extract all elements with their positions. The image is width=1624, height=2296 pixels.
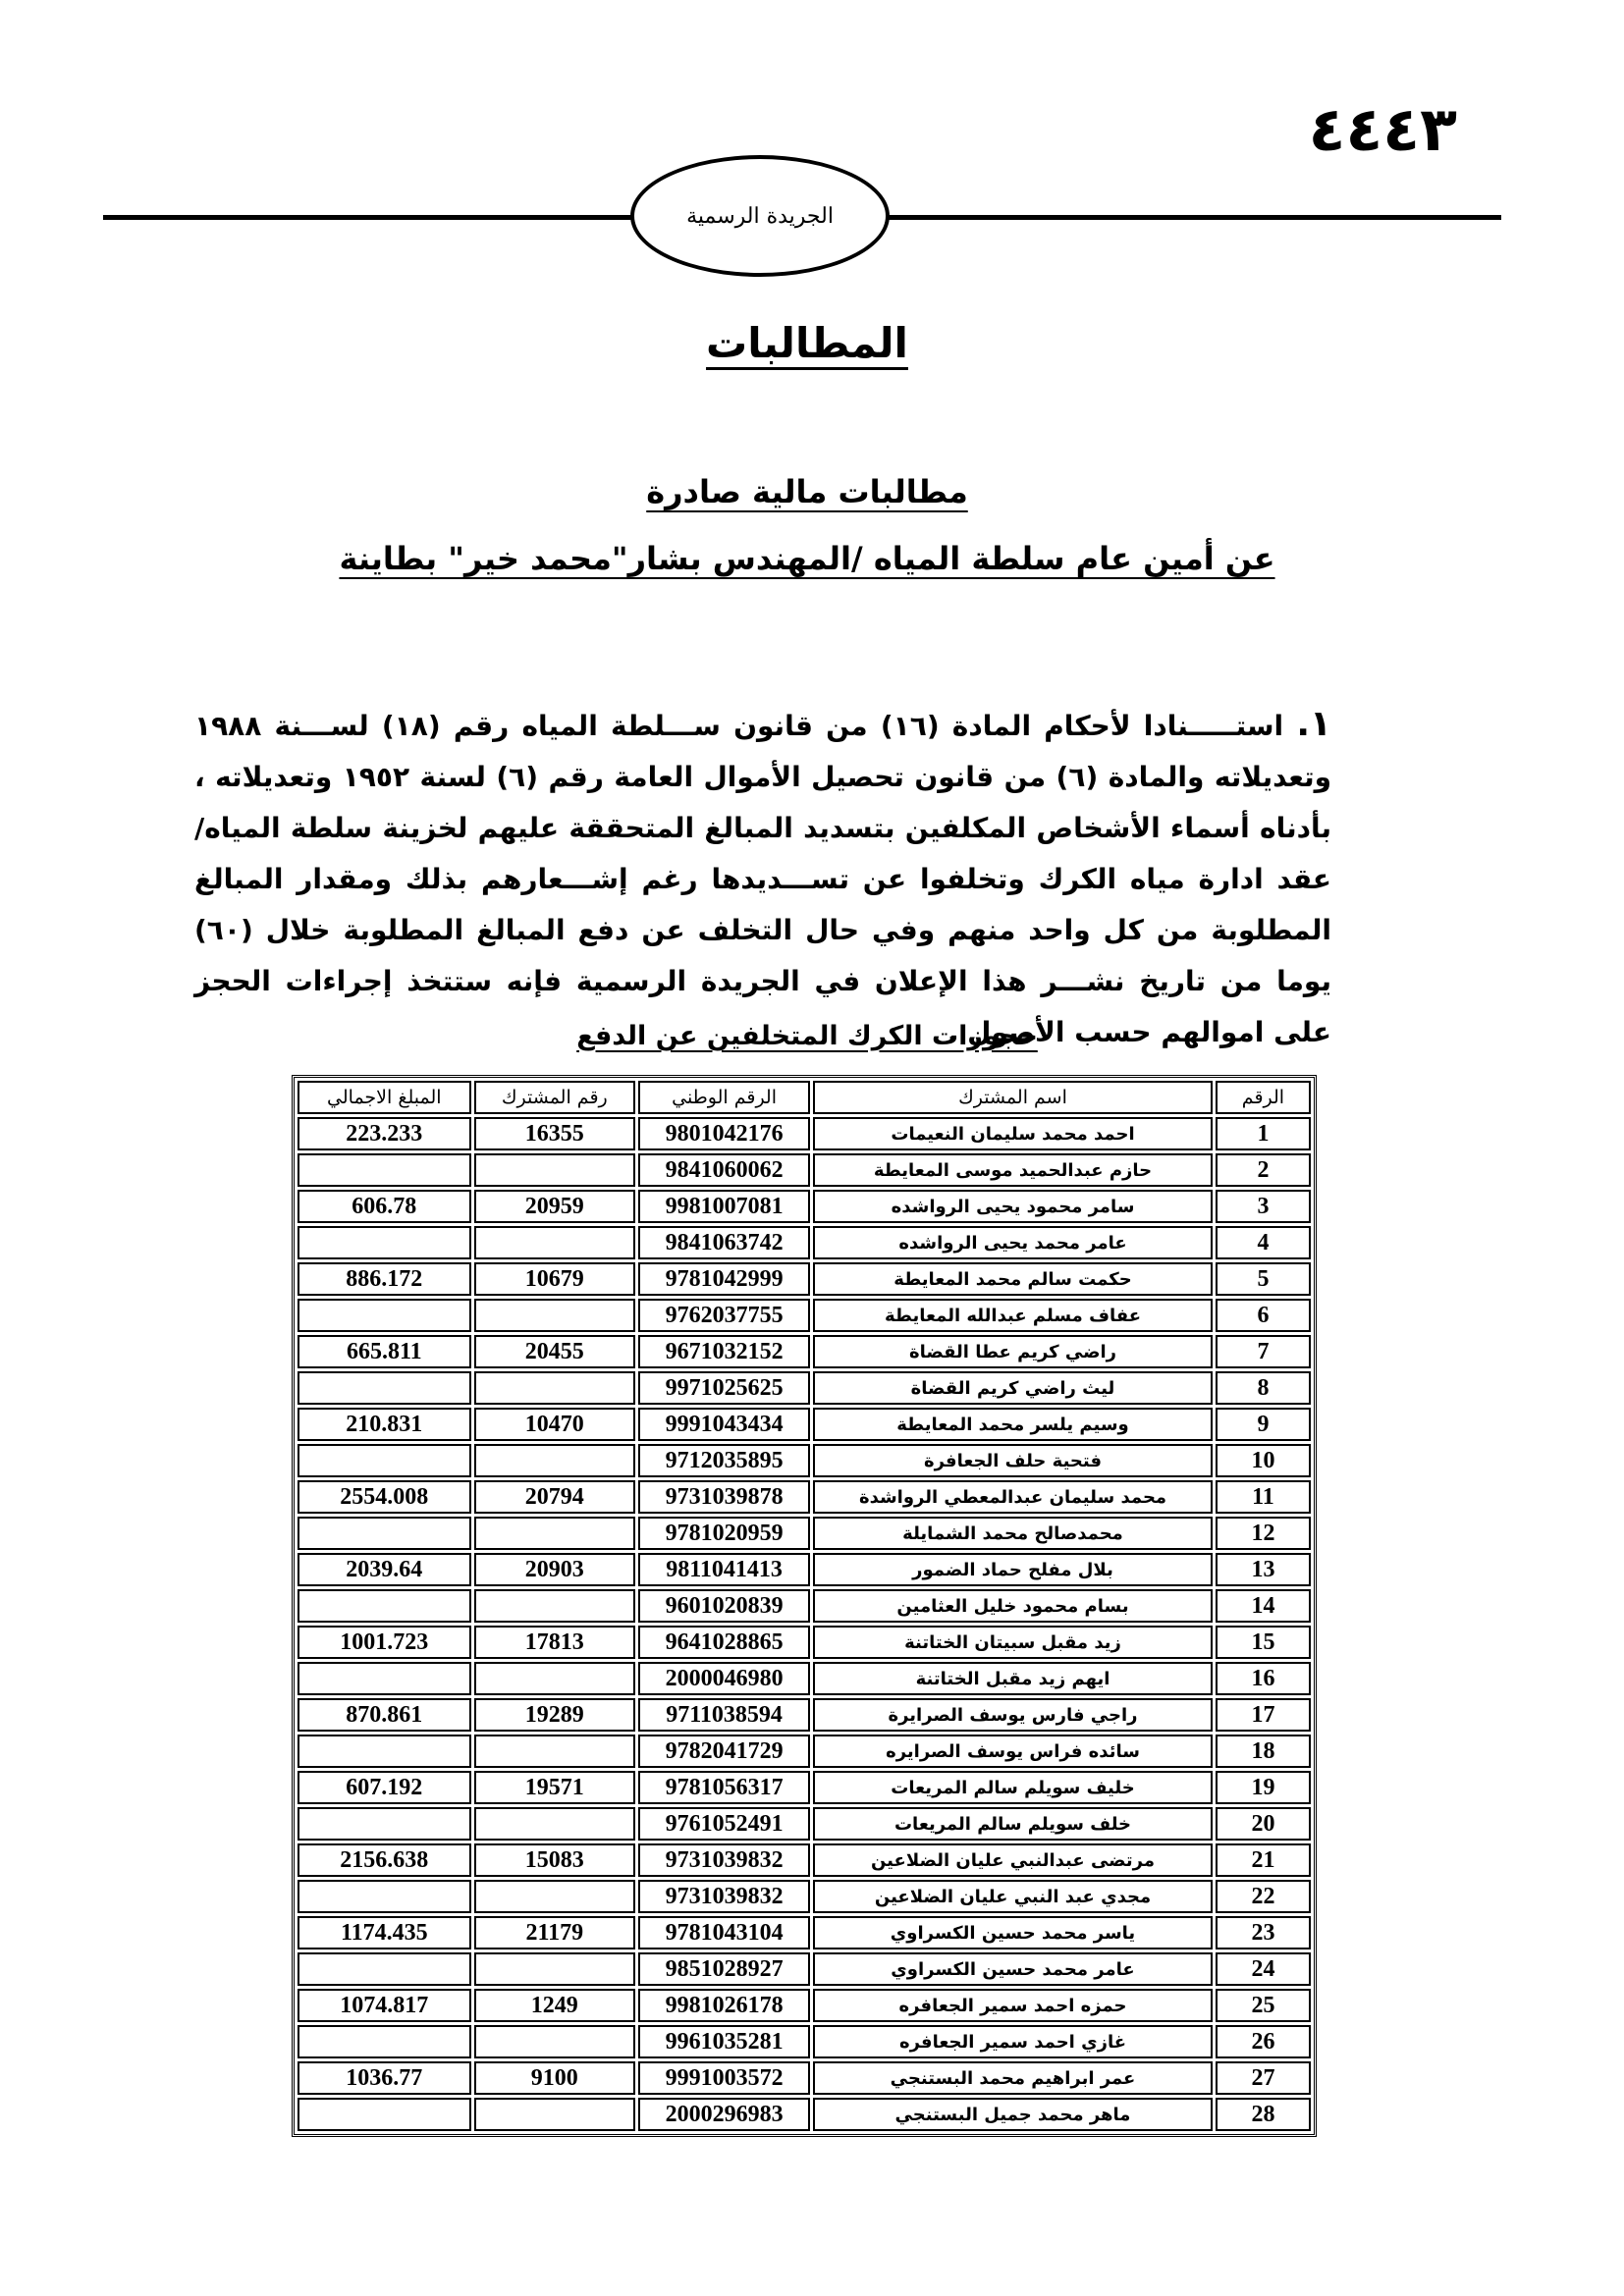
- row-number: 16: [1216, 1662, 1311, 1695]
- subscriber-number: [474, 1153, 635, 1187]
- row-number: 19: [1216, 1771, 1311, 1804]
- national-id: 9601020839: [638, 1589, 810, 1623]
- total-amount: [298, 1371, 471, 1405]
- page-number: ٤٤٤٣: [1308, 93, 1457, 165]
- total-amount: 1174.435: [298, 1916, 471, 1949]
- subscriber-number: 20455: [474, 1335, 635, 1368]
- subscriber-number: 16355: [474, 1117, 635, 1150]
- subscriber-name: ماهر محمد جميل البستنجي: [813, 2098, 1213, 2131]
- table-row: [298, 1662, 1311, 1695]
- table-title-text: حجوزات الكرك المتخلفين عن الدفع: [576, 1021, 1038, 1051]
- total-amount: 2554.008: [298, 1480, 471, 1514]
- row-number: 3: [1216, 1190, 1311, 1223]
- total-amount: [298, 1153, 471, 1187]
- table-header-row: [298, 1081, 1311, 1114]
- row-number: 17: [1216, 1698, 1311, 1732]
- table-row: [298, 1698, 1311, 1732]
- total-amount: [298, 1735, 471, 1768]
- gazette-label: الجريدة الرسمية: [686, 203, 834, 229]
- total-amount: [298, 1952, 471, 1986]
- subscriber-number: 20794: [474, 1480, 635, 1514]
- national-id: 9762037755: [638, 1299, 810, 1332]
- row-number: 11: [1216, 1480, 1311, 1514]
- table-row: [298, 1771, 1311, 1804]
- subscriber-name: مجدي عبد النبي عليان الضلاعين: [813, 1880, 1213, 1913]
- subscriber-number: [474, 1589, 635, 1623]
- table-row: [298, 1117, 1311, 1150]
- subscriber-number: [474, 1444, 635, 1477]
- row-number: 7: [1216, 1335, 1311, 1368]
- national-id: 9781020959: [638, 1517, 810, 1550]
- claim-title-text: مطالبات مالية صادرة: [646, 473, 968, 510]
- subscriber-name: بسام محمود خليل العثامين: [813, 1589, 1213, 1623]
- claim-issuer-text: عن أمين عام سلطة المياه /المهندس بشار"محمد خير" بطاينة: [339, 540, 1275, 577]
- total-amount: [298, 1807, 471, 1841]
- national-id: 9981026178: [638, 1989, 810, 2022]
- national-id: 9811041413: [638, 1553, 810, 1586]
- subscriber-name: فتحية حلف الجعافرة: [813, 1444, 1213, 1477]
- subscriber-number: 19571: [474, 1771, 635, 1804]
- national-id: 9981007081: [638, 1190, 810, 1223]
- claim-paragraph: [194, 699, 1331, 1058]
- total-amount: 606.78: [298, 1190, 471, 1223]
- subscriber-number: [474, 1662, 635, 1695]
- subscriber-number: [474, 1807, 635, 1841]
- table-row: [298, 1226, 1311, 1259]
- subscriber-name: محمد سليمان عبدالمعطي الرواشدة: [813, 1480, 1213, 1514]
- total-amount: 2156.638: [298, 1843, 471, 1877]
- national-id: 9851028927: [638, 1952, 810, 1986]
- national-id: 9991043434: [638, 1408, 810, 1441]
- table-row: [298, 1735, 1311, 1768]
- subscriber-name: حكمت سالم محمد المعايطة: [813, 1262, 1213, 1296]
- national-id: 9971025625: [638, 1371, 810, 1405]
- row-number: 28: [1216, 2098, 1311, 2131]
- subscriber-name: راجي فارس يوسف الصرايرة: [813, 1698, 1213, 1732]
- row-number: 8: [1216, 1371, 1311, 1405]
- subscriber-number: [474, 1880, 635, 1913]
- subscriber-name: عامر محمد يحيى الرواشده: [813, 1226, 1213, 1259]
- subscriber-number: 10470: [474, 1408, 635, 1441]
- row-number: 10: [1216, 1444, 1311, 1477]
- national-id: 9731039832: [638, 1843, 810, 1877]
- subscriber-number: 1249: [474, 1989, 635, 2022]
- table-row: [298, 2098, 1311, 2131]
- claim-title: [0, 473, 1614, 510]
- total-amount: [298, 1444, 471, 1477]
- total-amount: 2039.64: [298, 1553, 471, 1586]
- subscriber-name: عمر ابراهيم محمد البستنجي: [813, 2061, 1213, 2095]
- subscriber-number: 20959: [474, 1190, 635, 1223]
- table-row: [298, 1444, 1311, 1477]
- subscriber-number: [474, 1952, 635, 1986]
- header-subscriber-number: رقم المشترك: [474, 1081, 635, 1114]
- subscriber-name: حازم عبدالحميد موسى المعايطة: [813, 1153, 1213, 1187]
- subscriber-name: مرتضى عبدالنبي عليان الضلاعين: [813, 1843, 1213, 1877]
- item-number: ١.: [1296, 704, 1331, 744]
- national-id: 9801042176: [638, 1117, 810, 1150]
- total-amount: [298, 1299, 471, 1332]
- subscriber-number: [474, 1735, 635, 1768]
- subscriber-name: زيد مقبل سبيتان الختاتنة: [813, 1626, 1213, 1659]
- national-id: 9781056317: [638, 1771, 810, 1804]
- subscriber-number: 21179: [474, 1916, 635, 1949]
- national-id: 9841060062: [638, 1153, 810, 1187]
- table-row: [298, 1989, 1311, 2022]
- subscriber-name: خلف سويلم سالم المريعات: [813, 1807, 1213, 1841]
- total-amount: 1074.817: [298, 1989, 471, 2022]
- national-id: 9712035895: [638, 1444, 810, 1477]
- table-row: [298, 1190, 1311, 1223]
- table-row: [298, 1626, 1311, 1659]
- row-number: 21: [1216, 1843, 1311, 1877]
- national-id: 9671032152: [638, 1335, 810, 1368]
- row-number: 1: [1216, 1117, 1311, 1150]
- row-number: 26: [1216, 2025, 1311, 2058]
- subscriber-name: ليث راضي كريم القضاة: [813, 1371, 1213, 1405]
- row-number: 18: [1216, 1735, 1311, 1768]
- subscriber-name: عفاف مسلم عبدالله المعايطة: [813, 1299, 1213, 1332]
- row-number: 2: [1216, 1153, 1311, 1187]
- table-row: [298, 1952, 1311, 1986]
- table-row: [298, 1589, 1311, 1623]
- subscriber-name: احمد محمد سليمان النعيمات: [813, 1117, 1213, 1150]
- table-row: [298, 1153, 1311, 1187]
- total-amount: 886.172: [298, 1262, 471, 1296]
- row-number: 14: [1216, 1589, 1311, 1623]
- table-title: [0, 1021, 1614, 1051]
- subscriber-number: [474, 1371, 635, 1405]
- row-number: 4: [1216, 1226, 1311, 1259]
- subscriber-number: 9100: [474, 2061, 635, 2095]
- table-row: [298, 1843, 1311, 1877]
- total-amount: 607.192: [298, 1771, 471, 1804]
- subscriber-name: ياسر محمد حسين الكسراوي: [813, 1916, 1213, 1949]
- subscriber-number: [474, 1299, 635, 1332]
- total-amount: 1001.723: [298, 1626, 471, 1659]
- subscriber-name: خليف سويلم سالم المريعات: [813, 1771, 1213, 1804]
- row-number: 5: [1216, 1262, 1311, 1296]
- national-id: 9961035281: [638, 2025, 810, 2058]
- subscriber-name: ايهم زيد مقبل الختاتنة: [813, 1662, 1213, 1695]
- total-amount: 870.861: [298, 1698, 471, 1732]
- header-national-id: الرقم الوطني: [638, 1081, 810, 1114]
- total-amount: 210.831: [298, 1408, 471, 1441]
- table-row: [298, 1807, 1311, 1841]
- subscriber-name: وسيم يلسر محمد المعايطة: [813, 1408, 1213, 1441]
- total-amount: 1036.77: [298, 2061, 471, 2095]
- row-number: 12: [1216, 1517, 1311, 1550]
- national-id: 9991003572: [638, 2061, 810, 2095]
- subscriber-number: [474, 1517, 635, 1550]
- subscriber-number: 20903: [474, 1553, 635, 1586]
- table-row: [298, 2025, 1311, 2058]
- row-number: 25: [1216, 1989, 1311, 2022]
- claim-issuer: [0, 540, 1614, 577]
- national-id: 9641028865: [638, 1626, 810, 1659]
- subscriber-name: راضي كريم عطا القضاة: [813, 1335, 1213, 1368]
- subscriber-name: بلال مفلح حماد الضمور: [813, 1553, 1213, 1586]
- header-number: الرقم: [1216, 1081, 1311, 1114]
- table-row: [298, 1553, 1311, 1586]
- header-name: اسم المشترك: [813, 1081, 1213, 1114]
- national-id: 9731039878: [638, 1480, 810, 1514]
- subscriber-number: 19289: [474, 1698, 635, 1732]
- section-title-text: المطالبات: [706, 319, 908, 367]
- table-row: [298, 1335, 1311, 1368]
- national-id: 9782041729: [638, 1735, 810, 1768]
- row-number: 15: [1216, 1626, 1311, 1659]
- table-row: [298, 1299, 1311, 1332]
- table-row: [298, 1517, 1311, 1550]
- section-title: [0, 319, 1614, 367]
- total-amount: [298, 1589, 471, 1623]
- subscriber-name: حمزه احمد سمير الجعافره: [813, 1989, 1213, 2022]
- subscriber-name: سامر محمود يحيى الرواشده: [813, 1190, 1213, 1223]
- table-row: [298, 2061, 1311, 2095]
- total-amount: 665.811: [298, 1335, 471, 1368]
- row-number: 20: [1216, 1807, 1311, 1841]
- paragraph-text: استـــــنادا لأحكام المادة (١٦) من قانون ســـلطة المياه رقم (١٨) لســـنة ١٩٨٨ وتعديلاته والمادة (٦) من قانون تحصيل الأموال العامة رقم (٦) لسنة ١٩٥٢ وتعديلاته ، بأدناه أسماء الأشخاص المكلفين بتسديد المبالغ المتحققة عليهم لخزينة سلطة المياه/ عقد ادارة مياه الكرك وتخلفوا عن تســـديدها رغم إشـــعارهم بذلك ومقدار المبالغ المطلوبة من كل واحد منهم وفي حال التخلف عن دفع المبالغ المطلوبة خلال (٦٠) يوما من تاريخ نشـــر هذا الإعلان في الجريدة الرسمية فإنه ستتخذ إجراءات الحجز على اموالهم حسب الأصول .: [194, 710, 1331, 1048]
- subscriber-number: 10679: [474, 1262, 635, 1296]
- total-amount: [298, 1880, 471, 1913]
- table-row: [298, 1408, 1311, 1441]
- table-row: [298, 1916, 1311, 1949]
- subscriber-number: [474, 2025, 635, 2058]
- header-total-amount: المبلغ الاجمالي: [298, 1081, 471, 1114]
- table-row: [298, 1880, 1311, 1913]
- table-row: [298, 1262, 1311, 1296]
- national-id: 9761052491: [638, 1807, 810, 1841]
- subscriber-number: [474, 1226, 635, 1259]
- row-number: 13: [1216, 1553, 1311, 1586]
- defaulters-table: [292, 1075, 1317, 2137]
- subscriber-name: سائده فراس يوسف الصرايره: [813, 1735, 1213, 1768]
- gazette-header-oval: [630, 155, 890, 277]
- total-amount: [298, 2025, 471, 2058]
- subscriber-number: 17813: [474, 1626, 635, 1659]
- total-amount: [298, 2098, 471, 2131]
- table-row: [298, 1480, 1311, 1514]
- subscriber-name: عامر محمد حسين الكسراوي: [813, 1952, 1213, 1986]
- subscriber-name: محمدصالح محمد الشمايلة: [813, 1517, 1213, 1550]
- national-id: 9781042999: [638, 1262, 810, 1296]
- national-id: 2000296983: [638, 2098, 810, 2131]
- table-row: [298, 1371, 1311, 1405]
- national-id: 9841063742: [638, 1226, 810, 1259]
- total-amount: [298, 1226, 471, 1259]
- row-number: 24: [1216, 1952, 1311, 1986]
- national-id: 9711038594: [638, 1698, 810, 1732]
- national-id: 2000046980: [638, 1662, 810, 1695]
- row-number: 22: [1216, 1880, 1311, 1913]
- subscriber-number: [474, 2098, 635, 2131]
- row-number: 23: [1216, 1916, 1311, 1949]
- row-number: 27: [1216, 2061, 1311, 2095]
- row-number: 9: [1216, 1408, 1311, 1441]
- national-id: 9731039832: [638, 1880, 810, 1913]
- national-id: 9781043104: [638, 1916, 810, 1949]
- total-amount: 223.233: [298, 1117, 471, 1150]
- subscriber-number: 15083: [474, 1843, 635, 1877]
- subscriber-name: غازي احمد سمير الجعافره: [813, 2025, 1213, 2058]
- total-amount: [298, 1662, 471, 1695]
- total-amount: [298, 1517, 471, 1550]
- row-number: 6: [1216, 1299, 1311, 1332]
